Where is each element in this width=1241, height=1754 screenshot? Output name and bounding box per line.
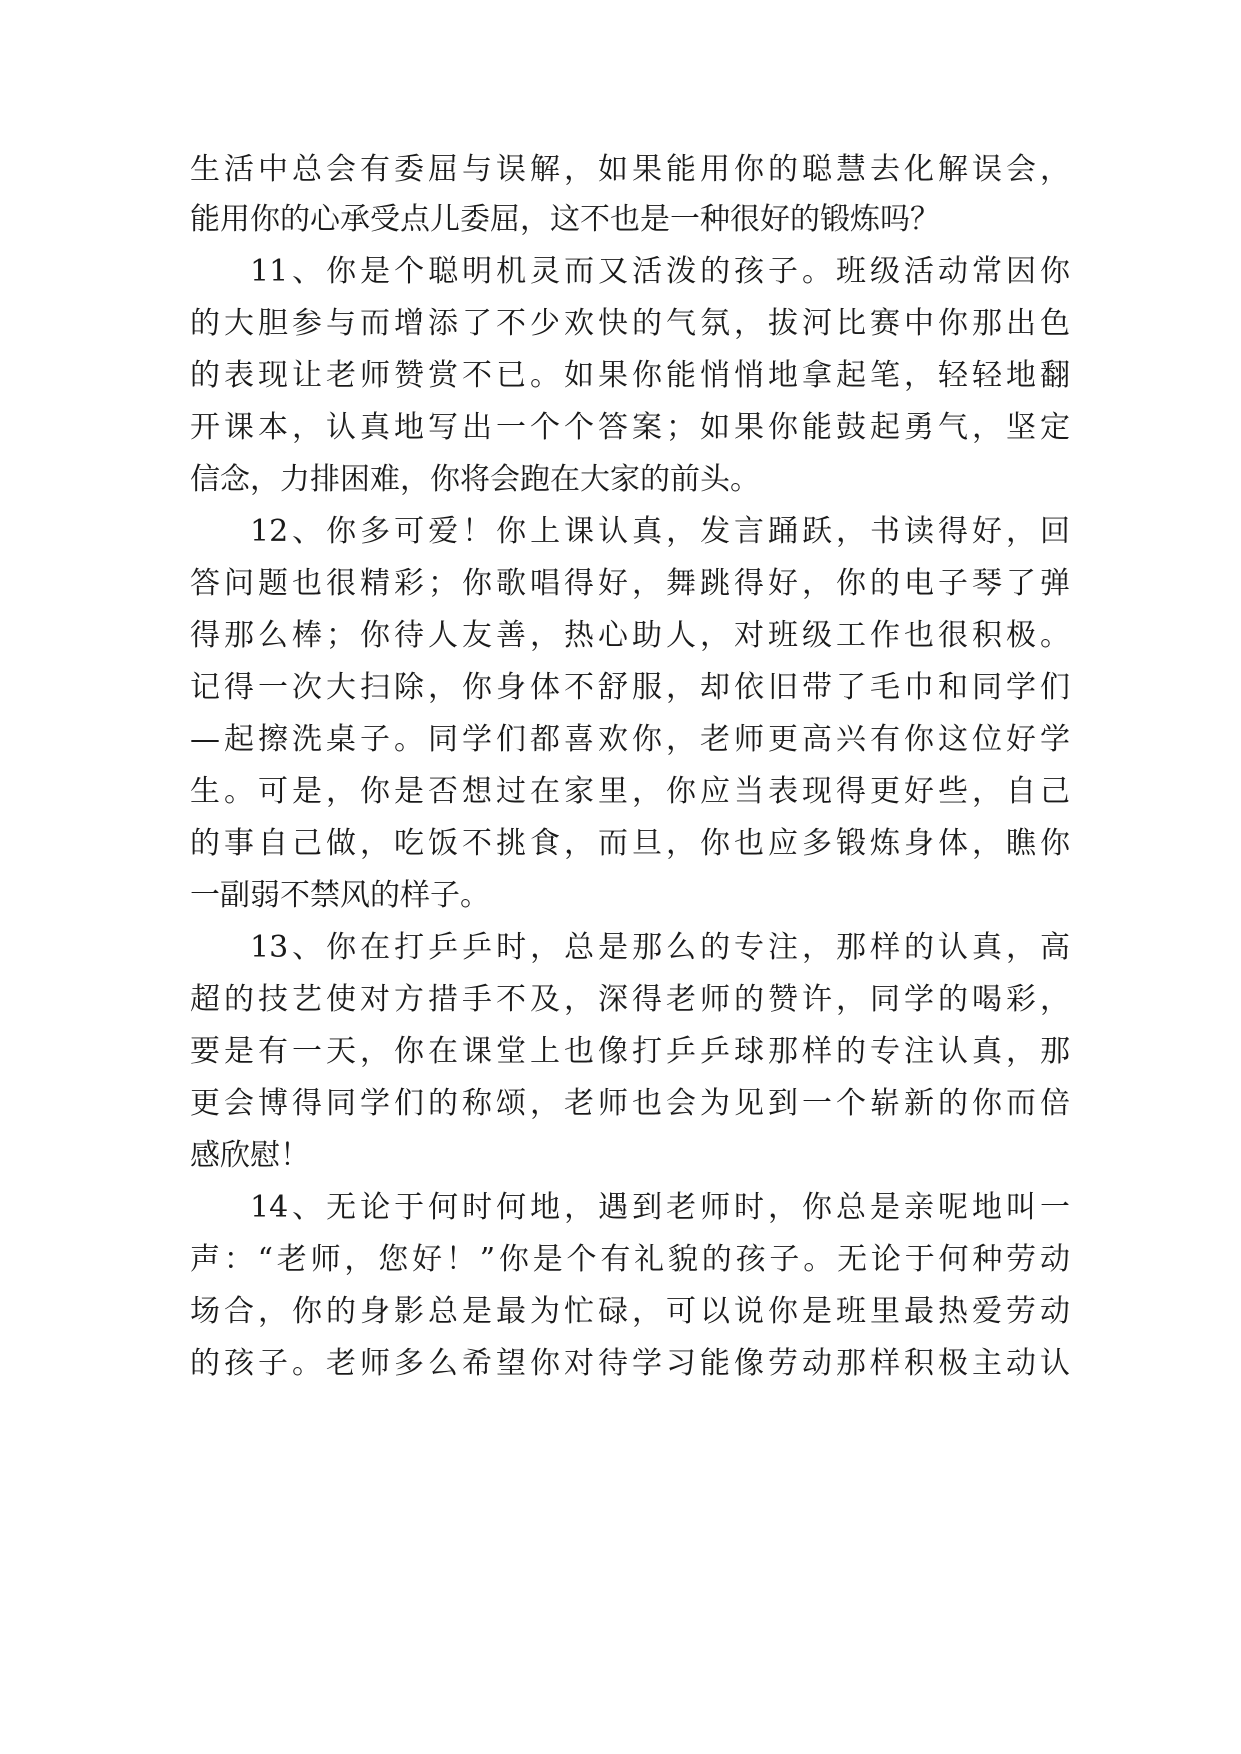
- text-line: 的事自己做，吃饭不挑食，而旦，你也应多锻炼身体，瞧你: [190, 826, 1070, 861]
- text-line: 生活中总会有委屈与误解，如果能用你的聪慧去化解误会，: [190, 152, 1070, 187]
- text-line: 要是有一天，你在课堂上也像打乒乒球那样的专注认真，那: [190, 1034, 1070, 1069]
- text-line: 的表现让老师赞赏不已。如果你能悄悄地拿起笔，轻轻地翻: [190, 358, 1070, 393]
- paragraph-13-start: 13、你在打乒乒时，总是那么的专注，那样的认真，高: [250, 930, 1070, 965]
- text-line: 记得一次大扫除，你身体不舒服，却依旧带了毛巾和同学们: [190, 670, 1070, 705]
- text-line: 得那么棒；你待人友善，热心助人，对班级工作也很积极。: [190, 618, 1070, 653]
- text-line: 超的技艺使对方措手不及，深得老师的赞许，同学的喝彩，: [190, 982, 1070, 1017]
- text-line: 的大胆参与而增添了不少欢快的气氛，拔河比赛中你那出色: [190, 306, 1070, 341]
- paragraph-11-start: 11、你是个聪明机灵而又活泼的孩子。班级活动常因你: [250, 254, 1070, 289]
- text-line: 更会博得同学们的称颂，老师也会为见到一个崭新的你而倍: [190, 1086, 1070, 1121]
- text-line: 能用你的心承受点儿委屈，这不也是一种很好的锻炼吗？: [190, 202, 940, 237]
- text-line: 感欣慰！: [190, 1138, 310, 1173]
- text-line: —起擦洗桌子。同学们都喜欢你，老师更高兴有你这位好学: [190, 722, 1070, 757]
- text-line: 信念，力排困难，你将会跑在大家的前头。: [190, 462, 760, 497]
- text-line: 场合，你的身影总是最为忙碌，可以说你是班里最热爱劳动: [190, 1294, 1070, 1329]
- text-line: 生。可是，你是否想过在家里，你应当表现得更好些，自己: [190, 774, 1070, 809]
- text-line: 答问题也很精彩；你歌唱得好，舞跳得好，你的电子琴了弹: [190, 566, 1070, 601]
- text-line: 开课本，认真地写出一个个答案；如果你能鼓起勇气，坚定: [190, 410, 1070, 445]
- text-line: 声：“老师，您好！”你是个有礼貌的孩子。无论于何种劳动: [190, 1242, 1070, 1277]
- text-line: 的孩子。老师多么希望你对待学习能像劳动那样积极主动认: [190, 1346, 1070, 1381]
- text-line: 一副弱不禁风的样子。: [190, 878, 490, 913]
- paragraph-14-start: 14、无论于何时何地，遇到老师时，你总是亲呢地叫一: [250, 1190, 1070, 1225]
- paragraph-12-start: 12、你多可爱！你上课认真，发言踊跃，书读得好，回: [250, 514, 1070, 549]
